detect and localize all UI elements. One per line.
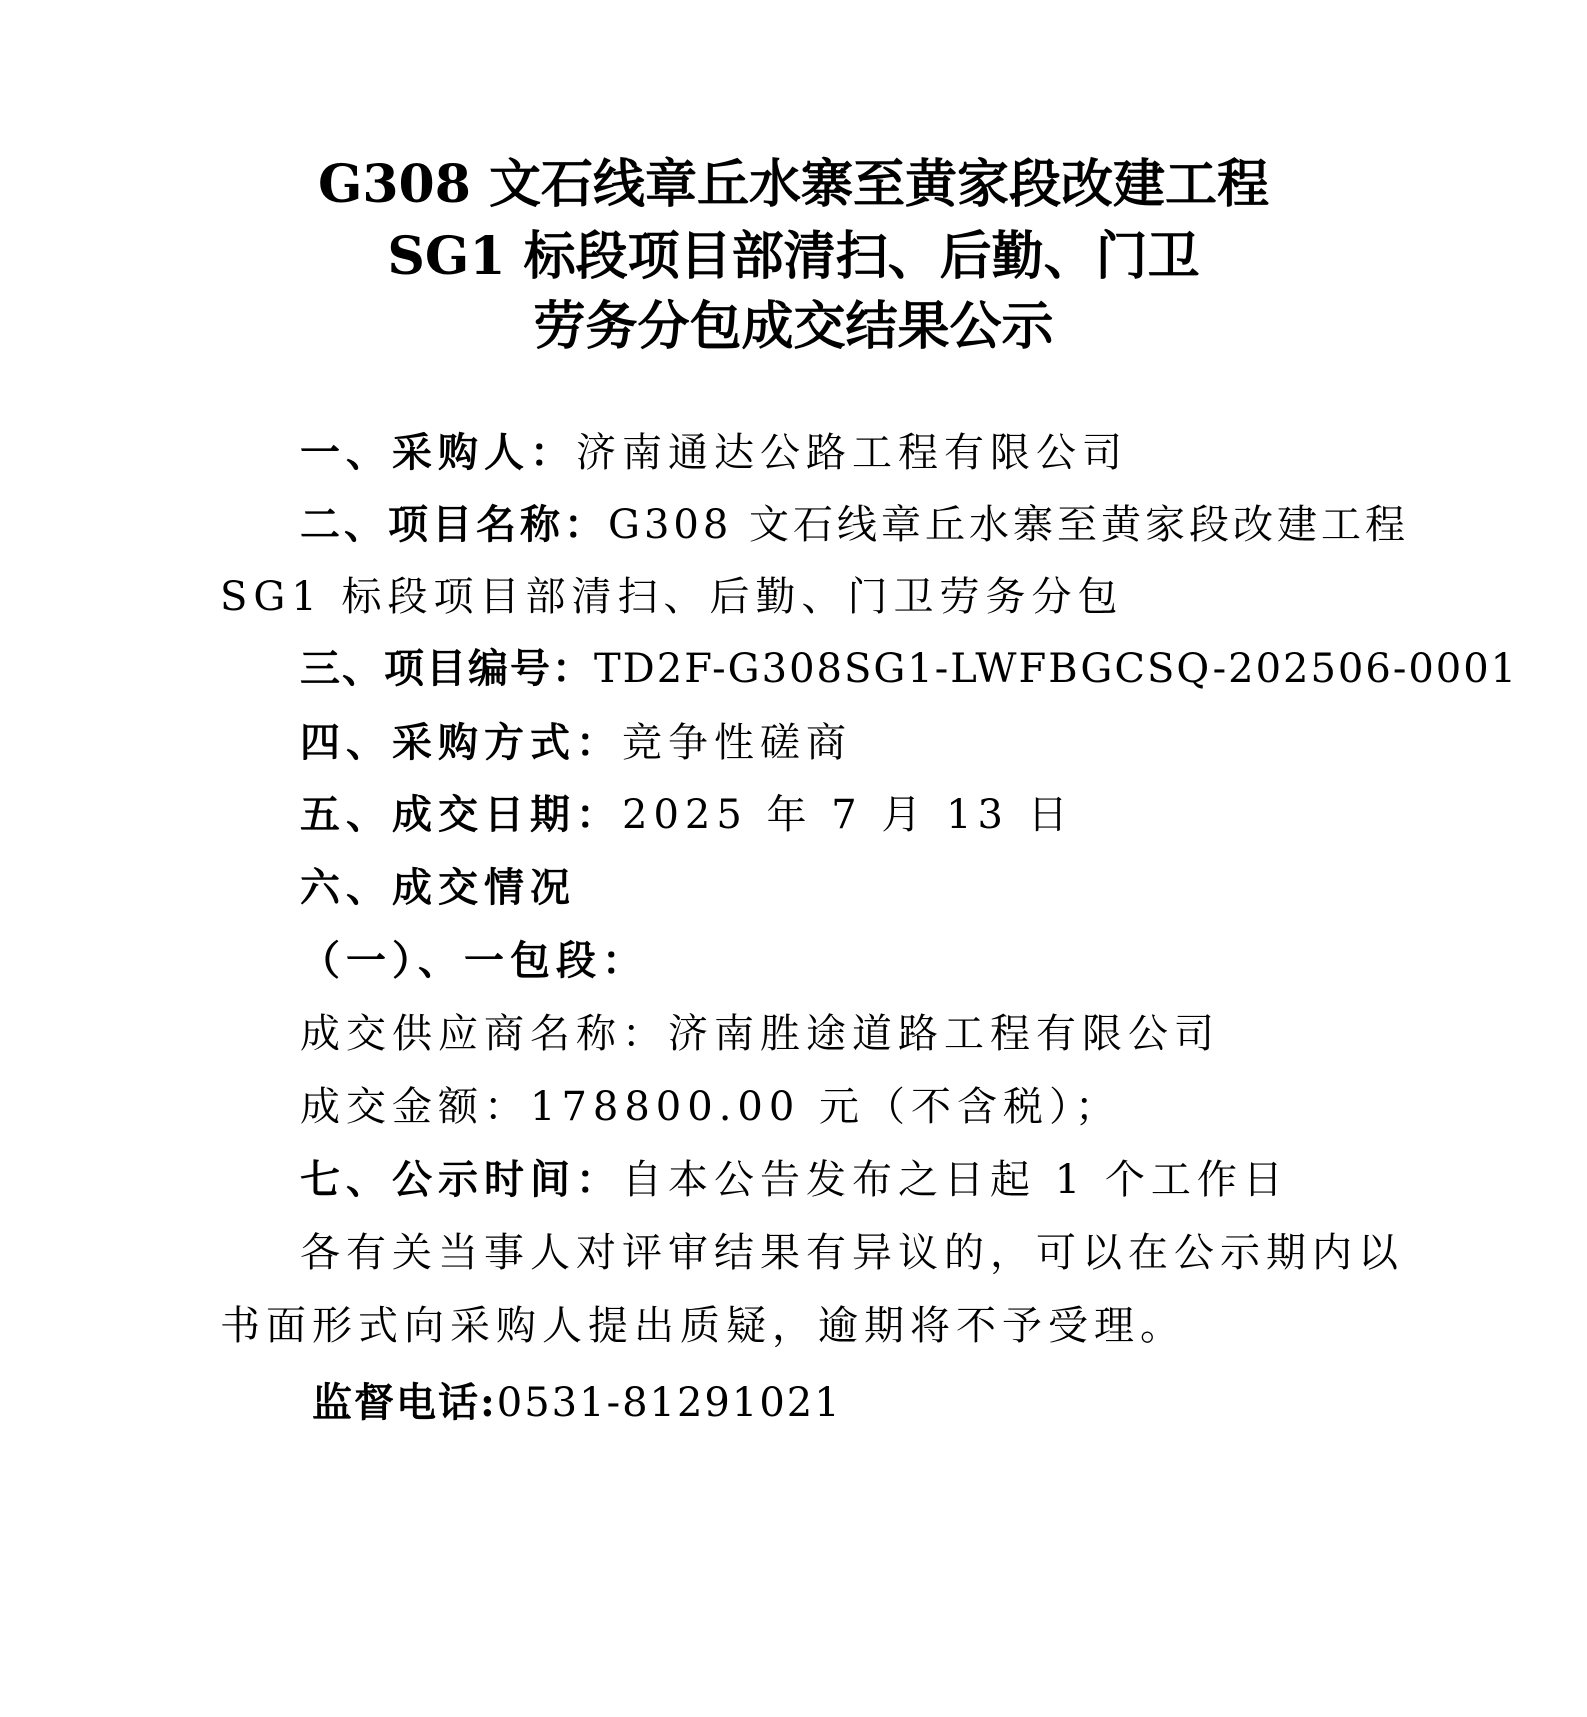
- project-number-row: [300, 641, 1518, 697]
- objection-text-1: 各有关当事人对评审结果有异议的，可以在公示期内以: [300, 1230, 1404, 1276]
- procurement-method-row: [300, 715, 852, 771]
- supervision-phone: 0531-81291021: [496, 1380, 842, 1426]
- project-number-label: 三、项目编号：: [300, 645, 594, 692]
- procurement-method-label: 四、采购方式：: [300, 719, 622, 766]
- supervision-row: [312, 1375, 842, 1431]
- amount-text: 成交金额：178800.00 元（不含税）；: [300, 1084, 1122, 1130]
- notice-period-row: [300, 1152, 1289, 1208]
- project-name-label: 二、项目名称：: [300, 501, 608, 548]
- title-line-3: 劳务分包成交结果公示: [533, 296, 1054, 357]
- supplier-text: 成交供应商名称：济南胜途道路工程有限公司: [300, 1011, 1220, 1057]
- supplier-row: [300, 1006, 1220, 1062]
- package-one-row: [300, 933, 648, 989]
- deal-date-label: 五、成交日期：: [300, 791, 622, 838]
- deal-situation-row: [300, 860, 576, 916]
- objection-line-1: [300, 1225, 1404, 1281]
- project-name-continuation: [220, 569, 1124, 625]
- project-number-value: TD2F-G308SG1-LWFBGCSQ-202506-0001: [594, 646, 1519, 692]
- title-line-1: G308 文石线章丘水寨至黄家段改建工程: [317, 154, 1270, 215]
- supervision-label: 监督电话:: [312, 1379, 497, 1426]
- amount-row: [300, 1079, 1121, 1135]
- project-name-value-line1: G308 文石线章丘水寨至黄家段改建工程: [608, 502, 1410, 548]
- project-name-row: [300, 497, 1409, 553]
- purchaser-row: [300, 425, 1128, 481]
- deal-situation-label: 六、成交情况: [300, 864, 576, 911]
- title-line-2: SG1 标段项目部清扫、后勤、门卫: [387, 226, 1200, 287]
- procurement-method-value: 竞争性磋商: [622, 720, 852, 766]
- objection-text-2: 书面形式向采购人提出质疑，逾期将不予受理。: [220, 1303, 1186, 1349]
- project-name-value-line2: SG1 标段项目部清扫、后勤、门卫劳务分包: [220, 574, 1124, 620]
- deal-date-row: [300, 787, 1074, 843]
- notice-period-value: 自本公告发布之日起 1 个工作日: [622, 1157, 1289, 1203]
- deal-date-value: 2025 年 7 月 13 日: [622, 792, 1074, 838]
- purchaser-value: 济南通达公路工程有限公司: [576, 430, 1128, 476]
- package-one-label: （一）、一包段：: [300, 937, 648, 984]
- objection-line-2: [220, 1298, 1186, 1354]
- notice-period-label: 七、公示时间：: [300, 1156, 622, 1203]
- purchaser-label: 一、采购人：: [300, 429, 576, 476]
